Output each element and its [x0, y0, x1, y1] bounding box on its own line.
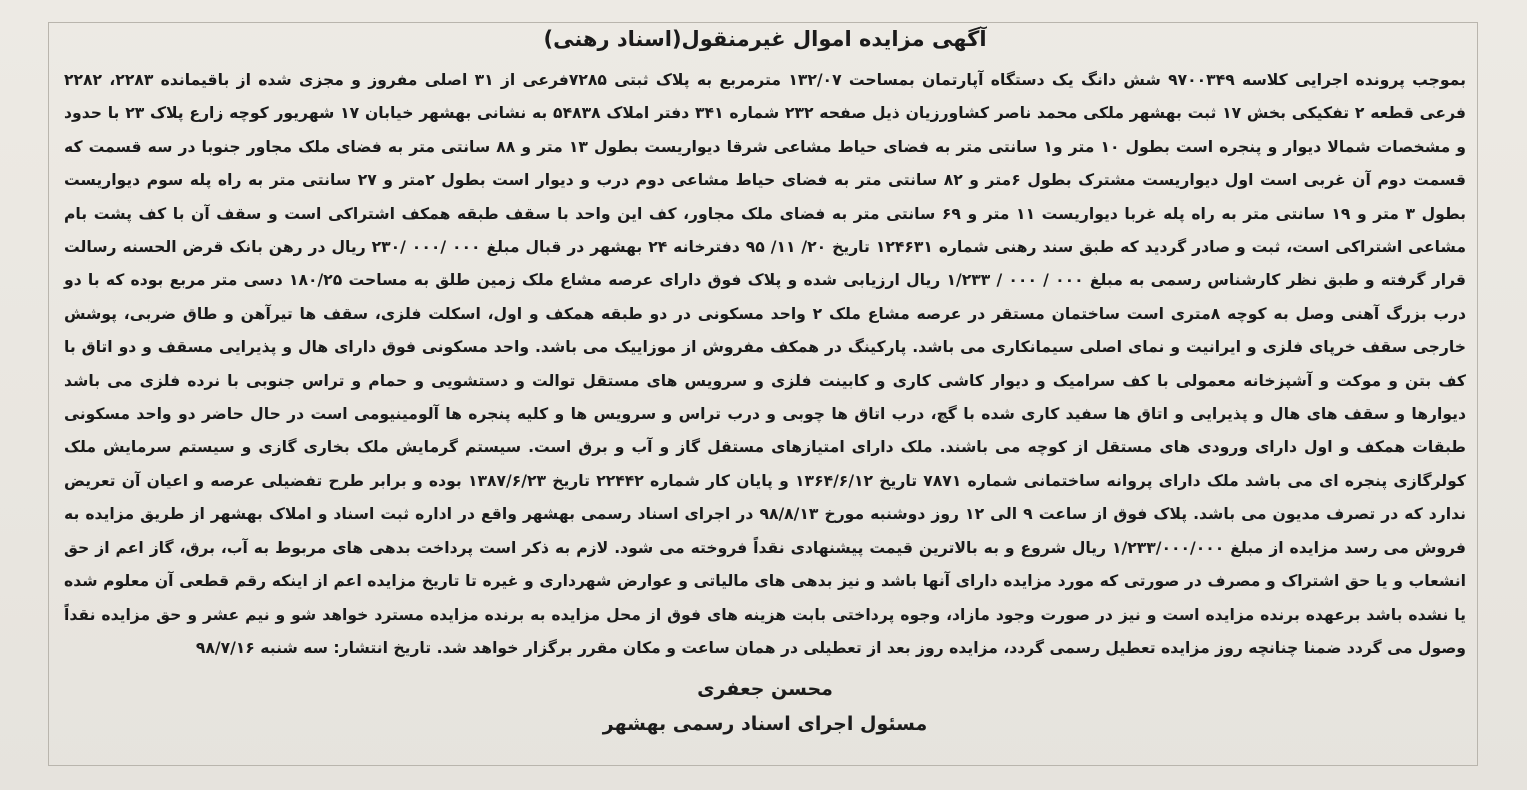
- signer-title: مسئول اجرای اسناد رسمی بهشهر: [602, 713, 928, 736]
- auction-notice: [58, 14, 1472, 784]
- notice-title: آگهی مزایده اموال غیرمنقول(اسناد رهنی): [543, 27, 987, 51]
- notice-body: بموجب پرونده اجرایی کلاسه ۹۷۰۰۳۴۹ شش دانگ یک دستگاه آپارتمان بمساحت ۱۳۲/۰۷ مترمربع به پلاک ثبتی ۷۲۸۵فرعی از ۳۱ اصلی مفروز و مجزی شده از باقیمانده ۲۲۸۳، ۲۲۸۲ فرعی قطعه ۲ تفکیکی بخش ۱۷ ثبت بهشهر ملکی محمد ناصر کشاورزیان ذیل صفحه ۲۳۲ شماره ۳۴۱ دفتر املاک ۵۴۸۳۸ به نشانی بهشهر خیابان ۱۷ شهریور کوچه زارع پلاک ۲۳ با حدود و مشخصات شمالا دیوار و پنجره است بطول ۱۰ متر و۱ سانتی متر به فضای حیاط مشاعی شرقا دیواریست بطول ۱۳ متر و ۸۸ سانتی متر به فضای ملک مجاور جنوبا در سه قسمت که قسمت دوم آن غربی است اول دیواریست مشترک بطول ۶متر و ۸۲ سانتی متر به فضای حیاط مشاعی دوم درب و دیوار است بطول ۲متر و ۲۷ سانتی متر به راه پله سوم دیواریست بطول ۳ متر و ۱۹ سانتی متر به راه پله غربا دیواریست ۱۱ متر و ۶۹ سانتی متر به فضای ملک مجاور، کف این واحد با سقف طبقه همکف اشتراکی است و سقف آن با کف پشت بام مشاعی اشتراکی است، ثبت و صادر گردید که طبق سند رهنی شماره ۱۲۴۶۳۱ تاریخ ۲۰/ ۱۱/ ۹۵ دفترخانه ۲۴ بهشهر در قبال مبلغ ۰۰۰ /۰۰۰ /۲۳۰ ریال در رهن بانک قرض الحسنه رسالت قرار گرفته و طبق نظر کارشناس رسمی به مبلغ ۰۰۰ / ۰۰۰ / ۱/۲۳۳ ریال ارزیابی شده و پلاک فوق دارای عرصه مشاع ملک زمین طلق به مساحت ۱۸۰/۲۵ دسی متر مربع بوده که با دو درب بزرگ آهنی وصل به کوچه ۸متری است ساختمان مستقر در عرصه مشاع ملک ۲ واحد مسکونی در دو طبقه همکف و اول، اسکلت فلزی، سقف ها تیرآهن و طاق ضربی، پوشش خارجی سقف خرپای فلزی و ایرانیت و نمای اصلی سیمانکاری می باشد. پارکینگ در همکف مفروش از موزاییک می باشد. واحد مسکونی فوق دارای هال و پذیرایی مسقف و دو اتاق با کف بتن و موکت و آشپزخانه معمولی با کف سرامیک و دیوار کاشی کاری و کابینت فلزی و سرویس های مستقل توالت و دستشویی و حمام و تراس جنوبی با نرده فلزی می باشد دیوارها و سقف های هال و پذیرایی و اتاق ها سفید کاری شده با گچ، درب اتاق ها چوبی و درب تراس و سرویس ها و کلیه پنجره ها آلومینیومی است در حال حاضر دو واحد مسکونی طبقات همکف و اول دارای ورودی های مستقل از کوچه می باشند. ملک دارای امتیازهای مستقل گاز و آب و برق است. سیستم گرمایش ملک بخاری گازی و سیستم سرمایش ملک کولرگازی پنجره ای می باشد ملک دارای پروانه ساختمانی شماره ۷۸۷۱ تاریخ ۱۳۶۴/۶/۱۲ و پایان کار شماره ۲۲۴۴۲ تاریخ ۱۳۸۷/۶/۲۳ بوده و برابر طرح تفضیلی عرصه و اعیان آن تعریض ندارد که در تصرف مدیون می باشد. پلاک فوق از ساعت ۹ الی ۱۲ روز دوشنبه مورخ ۹۸/۸/۱۳ در اجرای اسناد رسمی بهشهر واقع در اداره ثبت اسناد و املاک بهشهر از طریق مزایده به فروش می رسد مزایده از مبلغ ۱/۲۳۳/۰۰۰/۰۰۰ ریال شروع و به بالاترین قیمت پیشنهادی نقداً فروخته می شود. لازم به ذکر است پرداخت بدهی های مربوط به آب، برق، گاز اعم از حق انشعاب و یا حق اشتراک و مصرف در صورتی که مورد مزایده دارای آنها باشد و نیز بدهی های مالیاتی و عوارض شهرداری و غیره تا تاریخ مزایده اعم از اینکه رقم قطعی آن معلوم شده یا نشده باشد برعهده برنده مزایده است و نیز در صورت وجود مازاد، وجوه پرداختی بابت هزینه های فوق از محل مزایده به برنده مزایده مسترد خواهد شو و نیم عشر و حق مزایده نقداً وصول می گردد ضمنا چنانچه روز مزایده تعطیل رسمی گردد، مزایده روز بعد از تعطیلی در همان ساعت و مکان مقرر برگزار خواهد شد. تاریخ انتشار: سه شنبه ۹۸/۷/۱۶: [64, 71, 1467, 657]
- signer-name: محسن جعفری: [697, 678, 833, 701]
